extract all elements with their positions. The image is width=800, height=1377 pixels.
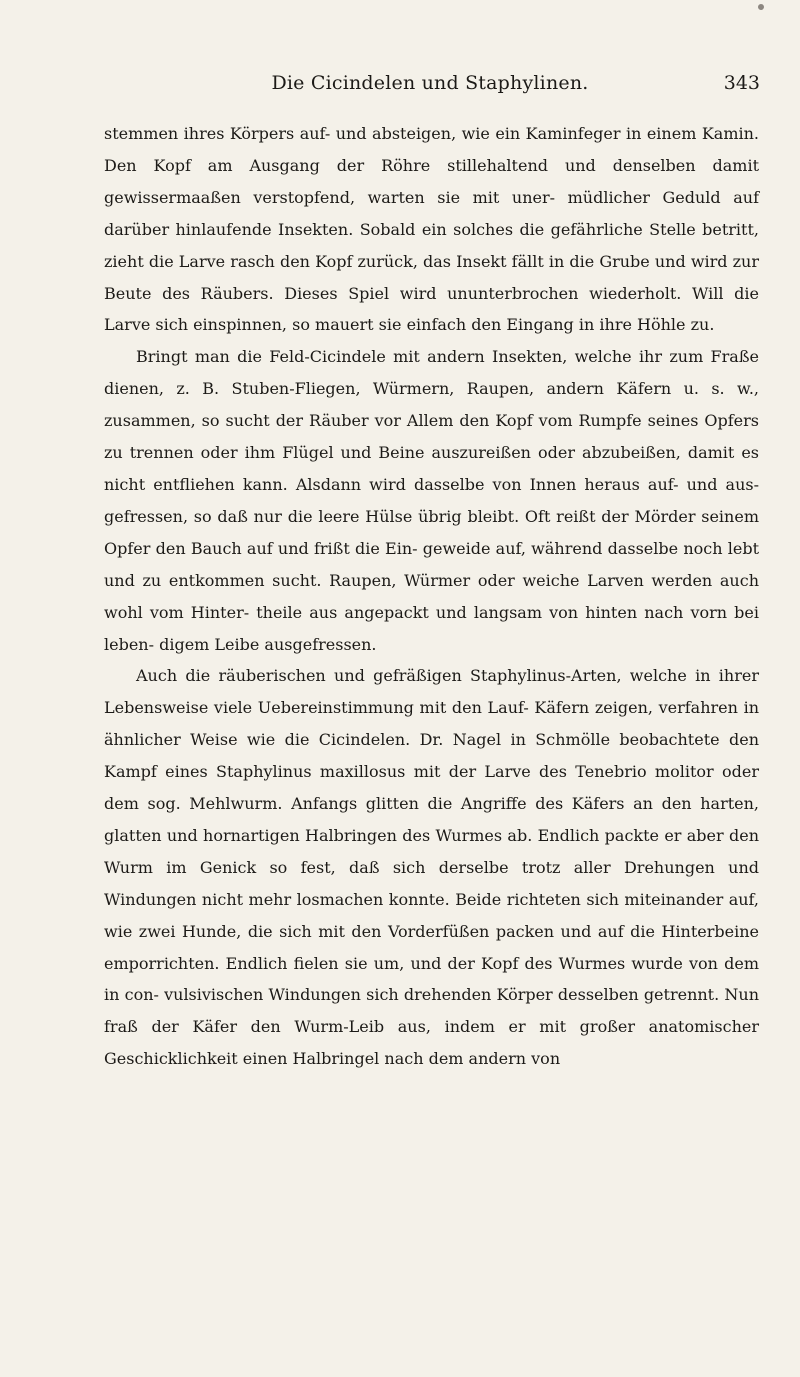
running-head — [100, 72, 760, 102]
paragraph: stemmen ihres Körpers auf- und absteigen, wie ein Kaminfeger in einem Kamin. Den Kopf am Ausgang der Röhre stillehaltend und denselben damit gewissermaaßen verstopfend, warten sie mit uner- müdlicher Geduld auf darüber hinlaufende Insekten. Sobald ein solches die gefährliche Stelle betritt, zieht die Larve rasch den Kopf zurück, das Insekt fällt in die Grube und wird zur Beute des Räubers. Dieses Spiel wird ununterbrochen wiederholt. Will die Larve sich einspinnen, so mauert sie einfach den Eingang in ihre Höhle zu. — [104, 124, 759, 335]
paragraph: Auch die räuberischen und gefräßigen Staphylinus-Arten, welche in ihrer Lebensweise viele Uebereinstimmung mit den Lauf- Käfern zeigen, verfahren in ähnlicher Weise wie die Cicindelen. Dr. Nagel in Schmölle beobachtete den Kampf eines Staphylinus maxillosus mit der Larve des Tenebrio molitor oder dem sog. Mehlwurm. Anfangs glitten die Angriffe des Käfers an den harten, glatten und hornartigen Halbringen des Wurmes ab. Endlich packte er aber den Wurm im Genick so fest, daß sich derselbe trotz aller Drehungen und Windungen nicht mehr losmachen konnte. Beide richteten sich miteinander auf, wie zwei Hunde, die sich mit den Vorderfüßen packen und auf die Hinterbeine emporrichten. Endlich fielen sie um, und der Kopf des Wurmes wurde von dem in con- vulsivischen Windungen sich drehenden Körper desselben getrennt. Nun fraß der Käfer den Wurm-Leib aus, indem er mit großer anatomischer Geschicklichkeit einen Halbringel nach dem andern von — [104, 666, 759, 1069]
running-title: Die Cicindelen und Staphylinen. — [271, 72, 589, 94]
body-text — [104, 118, 759, 1075]
print-mark — [758, 4, 764, 10]
page-number: 343 — [723, 72, 760, 94]
paragraph: Bringt man die Feld-Cicindele mit andern Insekten, welche ihr zum Fraße dienen, z. B. Stuben-Fliegen, Würmern, Raupen, andern Käfern u. s. w., zusammen, so sucht der Räuber vor Allem den Kopf vom Rumpfe seines Opfers zu trennen oder ihm Flügel und Beine auszureißen oder abzubeißen, damit es nicht entfliehen kann. Alsdann wird dasselbe von Innen heraus auf- und aus- gefressen, so daß nur die leere Hülse übrig bleibt. Oft reißt der Mörder seinem Opfer den Bauch auf und frißt die Ein- geweide auf, während dasselbe noch lebt und zu entkommen sucht. Raupen, Würmer oder weiche Larven werden auch wohl vom Hinter- theile aus angepackt und langsam von hinten nach vorn bei leben- digem Leibe ausgefressen. — [104, 347, 759, 654]
